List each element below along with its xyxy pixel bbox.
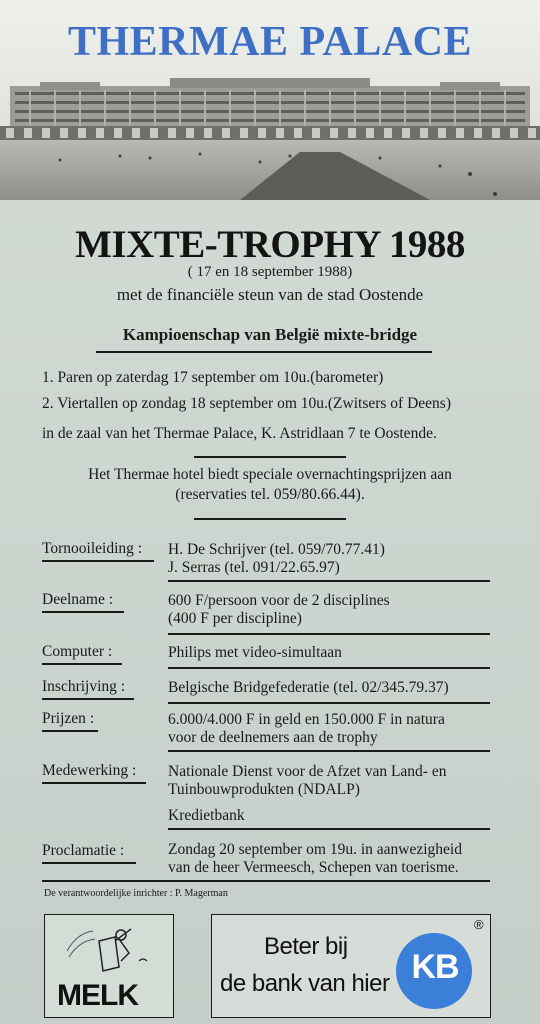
label-underline (42, 698, 134, 700)
detail-value-line: van de heer Vermeesch, Schepen van toerisme. (168, 859, 459, 876)
detail-label-proclamatie: Proclamatie : (42, 842, 125, 859)
value-rule (168, 667, 490, 669)
detail-value-line: 6.000/4.000 F in geld en 150.000 F in natura (168, 711, 445, 728)
detail-value-line: Philips met video-simultaan (168, 644, 342, 661)
label-underline (42, 663, 122, 665)
bank-slogan-line-2: de bank van hier (220, 970, 390, 997)
divider (194, 518, 346, 520)
header-band (0, 0, 540, 200)
championship-underline (96, 351, 432, 353)
value-rule (168, 828, 490, 830)
label-underline (42, 611, 124, 613)
bank-advert (211, 914, 491, 1018)
schedule-line-2: 2. Viertallen op zondag 18 september om 10u.(Zwitsers of Deens) (42, 395, 451, 412)
detail-value-line: Nationale Dienst voor de Afzet van Land- en (168, 763, 447, 780)
detail-value-line: J. Serras (tel. 091/22.65.97) (168, 559, 340, 576)
milk-advert (44, 914, 174, 1018)
schedule-line-1: 1. Paren op zaterdag 17 september om 10u.(barometer) (42, 369, 384, 386)
responsible-note: De verantwoordelijke inrichter : P. Magerman (44, 888, 228, 899)
detail-label-prijzen: Prijzen : (42, 710, 95, 727)
value-rule (168, 580, 490, 582)
detail-value-line: Kredietbank (168, 807, 245, 824)
event-dates: ( 17 en 18 september 1988) (187, 264, 353, 280)
detail-value-line: Zondag 20 september om 19u. in aanwezigheid (168, 841, 462, 858)
hotel-title: THERMAE PALACE (67, 19, 473, 65)
schedule-line-3: in de zaal van het Thermae Palace, K. Astridlaan 7 te Oostende. (42, 425, 437, 442)
label-underline (42, 862, 136, 864)
detail-value-line: H. De Schrijver (tel. 059/70.77.41) (168, 541, 385, 558)
support-line: met de financiële steun van de stad Oostende (116, 285, 424, 304)
label-underline (42, 730, 98, 732)
detail-label-computer: Computer : (42, 643, 113, 660)
detail-label-inschrijving: Inschrijving : (42, 678, 126, 695)
detail-value-line: 600 F/persoon voor de 2 disciplines (168, 592, 390, 609)
detail-label-medewerking: Medewerking : (42, 762, 137, 779)
detail-label-deelname: Deelname : (42, 591, 114, 608)
label-underline (42, 560, 154, 562)
footer-rule (42, 880, 490, 882)
detail-value-line: Tuinbouwprodukten (NDALP) (168, 781, 360, 798)
championship-heading: Kampioenschap van België mixte-bridge (122, 325, 418, 344)
label-underline (42, 782, 146, 784)
value-rule (168, 750, 490, 752)
milk-logo: MELK (57, 979, 138, 1012)
detail-label-tornooileiding: Tornooileiding : (42, 540, 143, 557)
detail-value-line: voor de deelnemers aan de trophy (168, 729, 378, 746)
detail-value-line: (400 F per discipline) (168, 610, 302, 627)
value-rule (168, 702, 490, 704)
kb-logo-text: KB (411, 948, 459, 986)
milk-cartoon-icon (59, 921, 159, 981)
hotel-offer-line-1: Het Thermae hotel biedt speciale overnachtingsprijzen aan (88, 466, 452, 483)
detail-value-line: Belgische Bridgefederatie (tel. 02/345.79.37) (168, 679, 449, 696)
hotel-offer-line-2: (reservaties tel. 059/80.66.44). (175, 486, 365, 503)
event-title: MIXTE-TROPHY 1988 (75, 223, 465, 266)
divider (194, 456, 346, 458)
registered-mark: ® (474, 917, 484, 932)
value-rule (168, 633, 490, 635)
hotel-photo (0, 70, 540, 200)
bank-slogan-line-1: Beter bij (264, 933, 348, 960)
